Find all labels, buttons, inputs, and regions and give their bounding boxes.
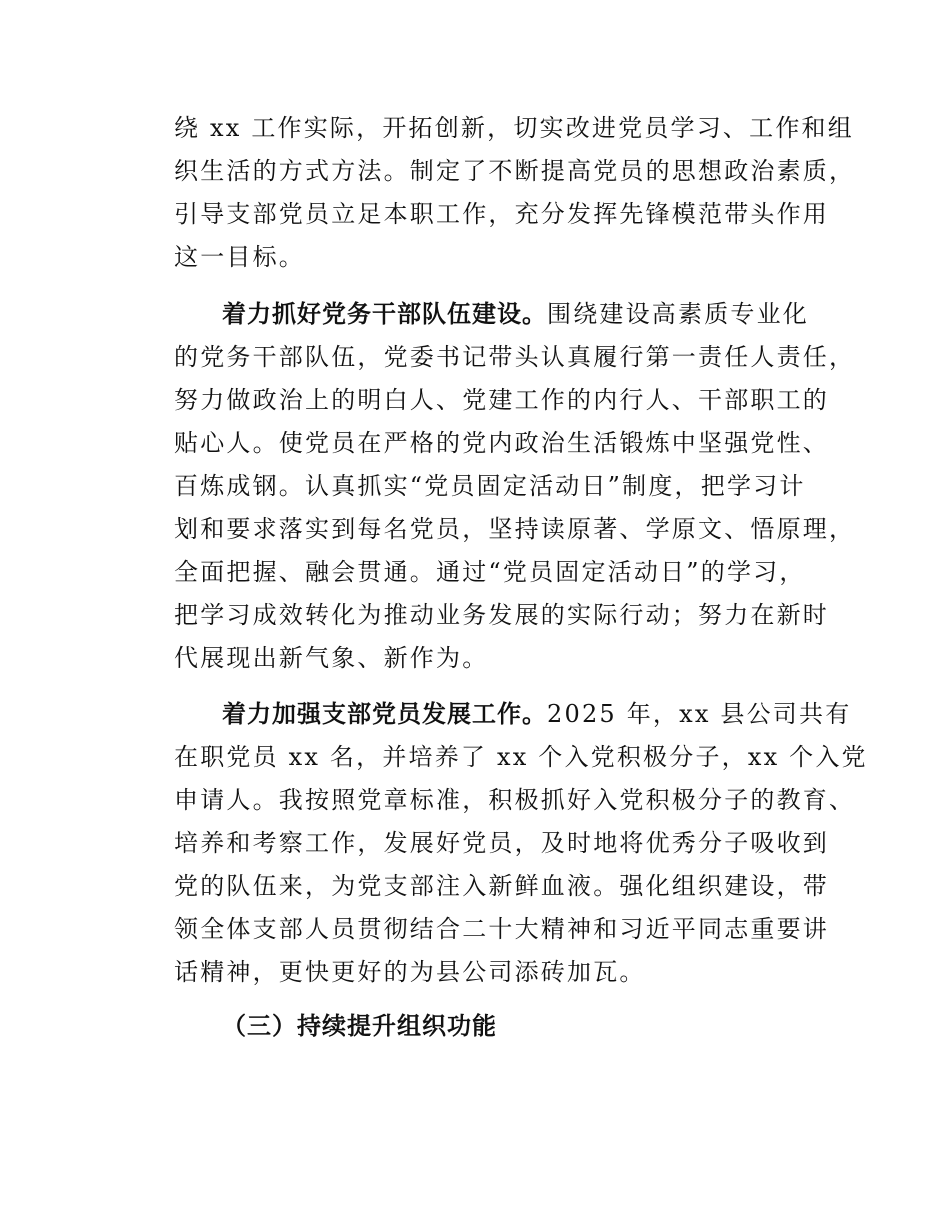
paragraph-first-line [222, 694, 851, 734]
section-heading: （三）持续提升组织功能 [222, 1012, 497, 1040]
text-line: 申请人。我按照党章标准，积极抓好入党积极分子的教育、 [174, 786, 856, 814]
paragraph-first-line [222, 294, 809, 334]
text-line: 在职党员 xx 名，并培养了 xx 个入党积极分子，xx 个入党 [174, 743, 868, 771]
text-line: 绕 xx 工作实际，开拓创新，切实改进党员学习、工作和组 [174, 114, 854, 142]
text-line: 党的队伍来，为党支部注入新鲜血液。强化组织建设，带 [174, 872, 829, 900]
paragraph-heading: 着力抓好党务干部队伍建设。 [222, 300, 547, 328]
text-line: 培养和考察工作，发展好党员，及时地将优秀分子吸收到 [174, 829, 829, 857]
text-line: 划和要求落实到每名党员，坚持读原著、学原文、悟原理， [174, 515, 856, 543]
text-run: 2025 年，xx 县公司共有 [547, 700, 852, 728]
text-line: 引导支部党员立足本职工作，充分发挥先锋模范带头作用 [174, 200, 829, 228]
text-line: 贴心人。使党员在严格的党内政治生活锻炼中坚强党性、 [174, 429, 829, 457]
text-line: 的党务干部队伍，党委书记带头认真履行第一责任人责任， [174, 343, 856, 371]
paragraph-heading: 着力加强支部党员发展工作。 [222, 700, 547, 728]
text-line: 话精神，更快更好的为县公司添砖加瓦。 [174, 958, 646, 986]
text-line: 全面把握、融会贯通。通过“党员固定活动日”的学习， [174, 558, 806, 586]
text-run: 围绕建设高素质专业化 [547, 300, 809, 328]
text-line: 代展现出新气象、新作为。 [174, 644, 489, 672]
text-line: 努力做政治上的明白人、党建工作的内行人、干部职工的 [174, 386, 829, 414]
text-line: 领全体支部人员贯彻结合二十大精神和习近平同志重要讲 [174, 915, 829, 943]
text-line: 织生活的方式方法。制定了不断提高党员的思想政治素质， [174, 157, 856, 185]
text-line: 百炼成钢。认真抓实“党员固定活动日”制度，把学习计 [174, 472, 806, 500]
text-line: 把学习成效转化为推动业务发展的实际行动；努力在新时 [174, 601, 829, 629]
text-line: 这一目标。 [174, 243, 305, 271]
